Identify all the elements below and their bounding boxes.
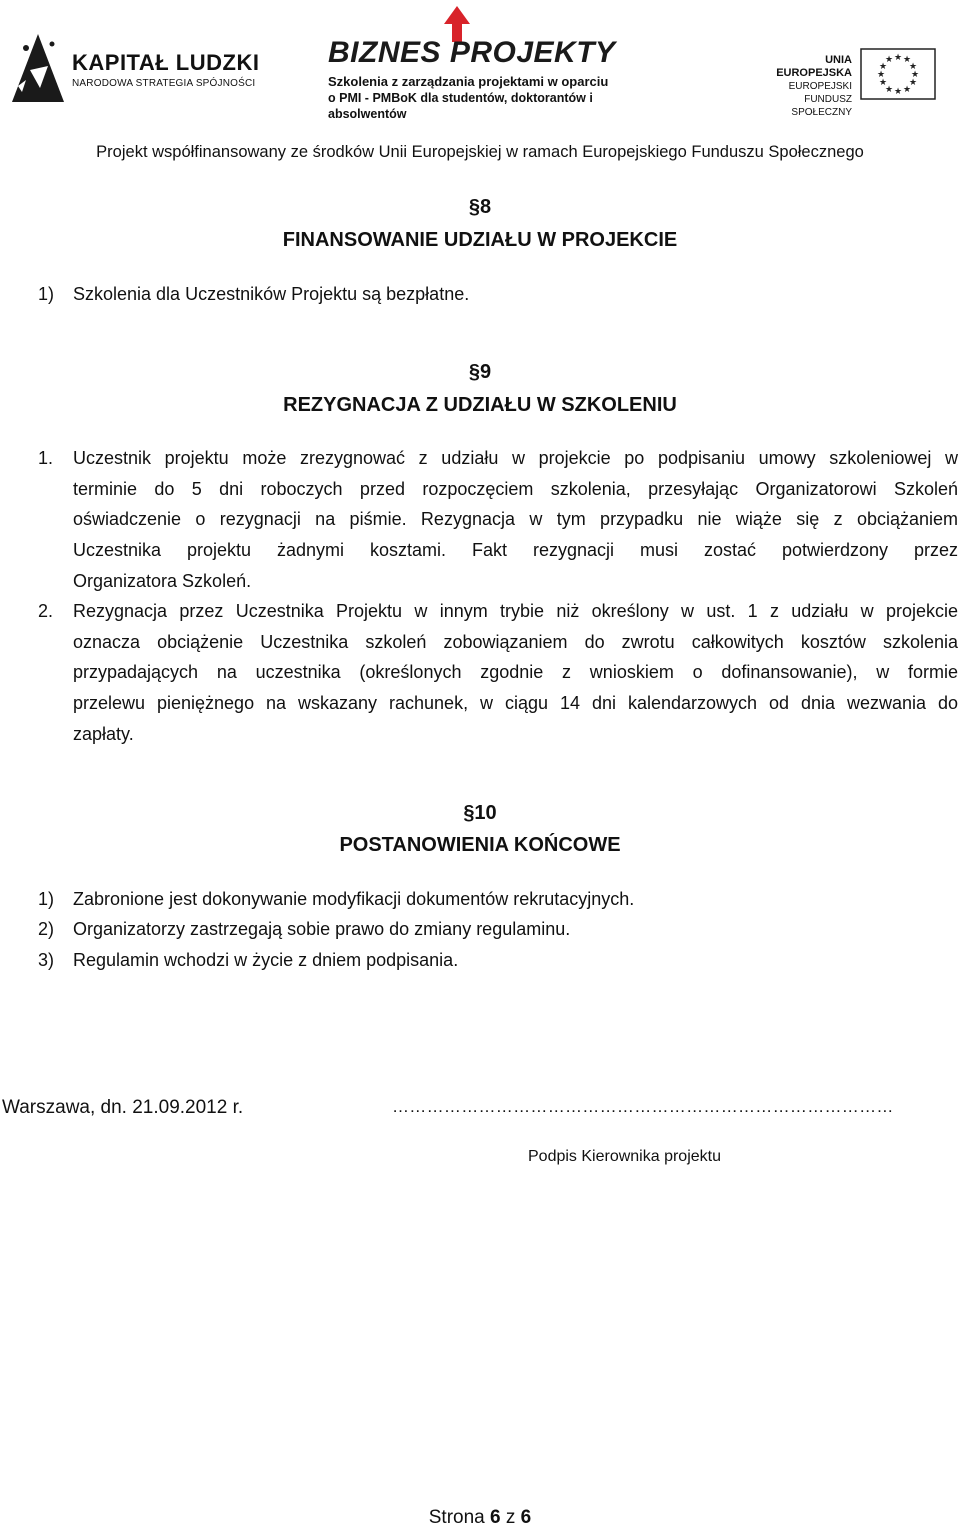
list-item-text: Regulamin wchodzi w życie z dniem podpisania. bbox=[73, 950, 459, 970]
signature-label: Podpis Kierownika projektu bbox=[528, 1148, 721, 1165]
kapital-ludzki-subtitle: NARODOWA STRATEGIA SPÓJNOŚCI bbox=[72, 78, 256, 89]
section-8-title: FINANSOWANIE UDZIAŁU W PROJEKCIE bbox=[282, 229, 678, 251]
section-9-title: REZYGNACJA Z UDZIAŁU W SZKOLENIU bbox=[283, 394, 677, 416]
section-10-number: §10 bbox=[463, 802, 497, 824]
list-item-text: Organizatorzy zastrzegają sobie prawo do zmiany regulaminu. bbox=[73, 919, 571, 939]
signature-line: …………………………………………………………………………… bbox=[392, 1097, 894, 1116]
ue-line-3: FUNDUSZ SPOŁECZNY bbox=[791, 94, 852, 118]
svg-text:★: ★ bbox=[908, 62, 918, 72]
paragraph-line: zapłaty. bbox=[73, 723, 134, 744]
section-9-number: §9 bbox=[468, 361, 492, 383]
place-date: Warszawa, dn. 21.09.2012 r. bbox=[2, 1097, 244, 1118]
biznes-projekty-title: BIZNES PROJEKTY bbox=[328, 36, 616, 69]
paragraph-line: Organizatora Szkoleń. bbox=[73, 570, 252, 591]
paragraph-line: oświadczenie o rezygnacji na piśmie. Rezygnacja w tym przypadku nie wiąże się z obciążaniem bbox=[73, 509, 958, 530]
section-10-title: POSTANOWIENIA KOŃCOWE bbox=[339, 834, 621, 856]
section-8-number: §8 bbox=[468, 196, 492, 218]
svg-text:★: ★ bbox=[910, 70, 920, 80]
paragraph-2 bbox=[73, 596, 958, 750]
svg-text:★: ★ bbox=[908, 78, 918, 88]
svg-text:★: ★ bbox=[884, 85, 894, 95]
paragraph-line: oznacza obciążenie Uczestnika szkoleń zobowiązaniem do zwrotu całkowitych kosztów szkolenia bbox=[73, 631, 958, 652]
svg-text:★: ★ bbox=[902, 55, 912, 65]
paragraph-line: przelewu pieniężnego na wskazany rachunek, w ciągu 14 dni kalendarzowych od dnia wezwania do bbox=[73, 693, 958, 714]
list-item-text: Zabronione jest dokonywanie modyfikacji dokumentów rekrutacyjnych. bbox=[73, 889, 635, 909]
biznes-subtitle-line-2: o PMI - PMBoK dla studentów, doktorantów i absolwentów bbox=[328, 91, 593, 121]
paragraph-marker: 1. bbox=[38, 448, 54, 468]
paragraph-line: Rezygnacja przez Uczestnika Projektu w innym trybie niż określony w ust. 1 z udziału w projekcie bbox=[73, 601, 958, 621]
paragraph-line: Uczestnika projektu żadnymi kosztami. Fakt rezygnacji musi zostać potwierdzony przez bbox=[73, 540, 958, 561]
svg-text:★: ★ bbox=[893, 53, 903, 63]
list-item-marker: 1) bbox=[38, 284, 55, 304]
page-middle: z bbox=[500, 1507, 521, 1528]
ue-text-block bbox=[752, 54, 852, 119]
kapital-ludzki-title: KAPITAŁ LUDZKI bbox=[72, 50, 260, 75]
list-item-marker: 2) bbox=[38, 919, 55, 939]
svg-text:★: ★ bbox=[878, 78, 888, 88]
project-cofinancing-line: Projekt współfinansowany ze środków Unii Europejskiej w ramach Europejskiego Funduszu Społecznego bbox=[96, 143, 864, 161]
total-pages: 6 bbox=[520, 1507, 532, 1528]
list-item-text: Szkolenia dla Uczestników Projektu są bezpłatne. bbox=[73, 284, 470, 304]
list-item-marker: 3) bbox=[38, 950, 55, 970]
paragraph-marker: 2. bbox=[38, 601, 54, 621]
biznes-projekty-subtitle bbox=[328, 74, 628, 122]
kapital-ludzki-logo bbox=[8, 30, 70, 106]
svg-text:★: ★ bbox=[876, 70, 886, 80]
list-item-marker: 1) bbox=[38, 889, 55, 909]
biznes-subtitle-line-1: Szkolenia z zarządzania projektami w oparciu bbox=[328, 74, 609, 89]
ue-line-2: EUROPEJSKI bbox=[788, 81, 852, 92]
page-number bbox=[0, 1507, 960, 1529]
svg-text:★: ★ bbox=[878, 62, 888, 72]
paragraph-line: terminie do 5 dni roboczych przed rozpoczęciem szkolenia, przesyłając Organizatorowi Szkoleń bbox=[73, 478, 958, 499]
svg-text:★: ★ bbox=[884, 55, 894, 65]
current-page: 6 bbox=[490, 1507, 501, 1528]
paragraph-1 bbox=[73, 443, 958, 597]
eu-flag-icon bbox=[860, 48, 936, 100]
svg-text:★: ★ bbox=[893, 87, 903, 97]
svg-text:★: ★ bbox=[902, 85, 912, 95]
page-prefix: Strona bbox=[428, 1507, 491, 1528]
ue-line-1: UNIA EUROPEJSKA bbox=[776, 54, 852, 79]
paragraph-line: Uczestnik projektu może zrezygnować z udziału w projekcie po podpisaniu umowy szkoleniowej w bbox=[73, 448, 958, 468]
paragraph-line: przypadających na uczestnika (określonych zgodnie z wnioskiem o dofinansowanie), w formie bbox=[73, 662, 958, 683]
